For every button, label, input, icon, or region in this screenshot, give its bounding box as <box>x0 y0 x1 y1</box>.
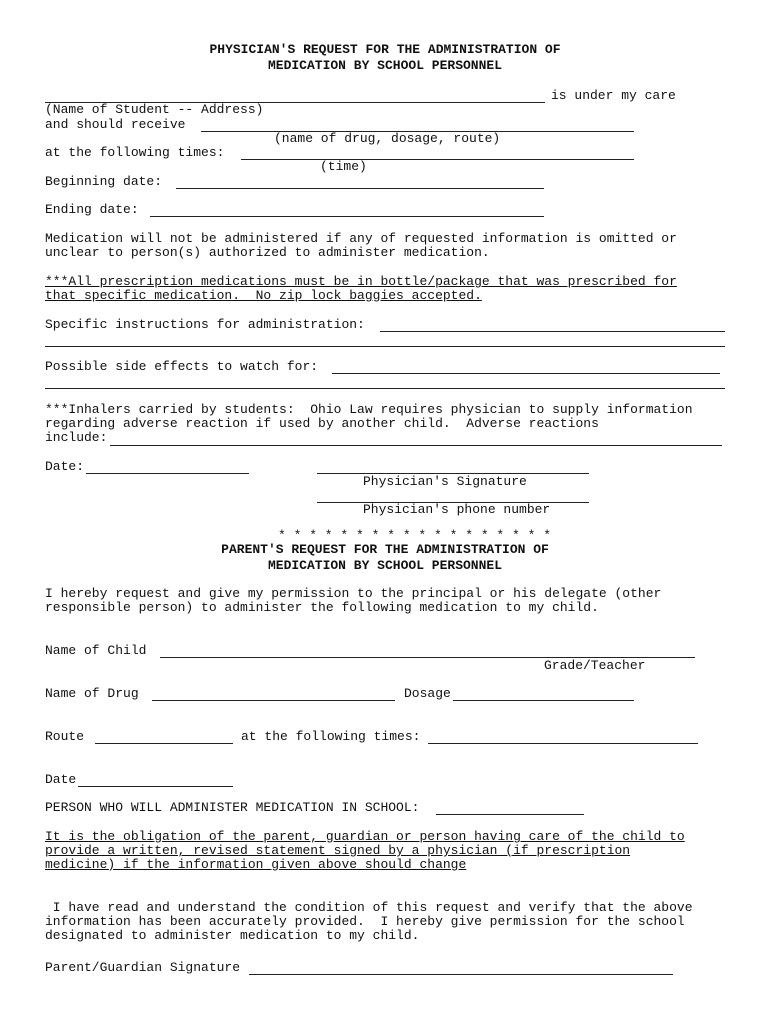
parent-date-label: Date <box>45 772 77 787</box>
omitted-notice-line1: Medication will not be administered if any of requested information is omitted or <box>45 231 677 246</box>
physician-title-line2: MEDICATION BY SCHOOL PERSONNEL <box>267 58 503 73</box>
under-care-text: is under my care <box>551 88 676 103</box>
specific-instructions-field-line2[interactable] <box>45 346 725 347</box>
parent-date-field[interactable] <box>78 786 233 787</box>
physician-date-field[interactable] <box>86 473 249 474</box>
specific-instructions-field[interactable] <box>380 331 725 332</box>
route-label: Route <box>45 729 85 744</box>
side-effects-field-line2[interactable] <box>45 388 725 389</box>
physician-phone-caption: Physician's phone number <box>363 502 551 517</box>
dosage-label: Dosage <box>404 686 451 701</box>
understand-line1: I have read and understand the condition of this request and verify that the above <box>45 900 693 915</box>
prescription-notice-line2: that specific medication. No zip lock baggies accepted. <box>45 288 482 303</box>
parent-title-line2: MEDICATION BY SCHOOL PERSONNEL <box>267 558 503 573</box>
name-of-drug-label: Name of Drug <box>45 686 139 701</box>
physician-title-line1: PHYSICIAN'S REQUEST FOR THE ADMINISTRATION OF <box>209 42 561 57</box>
understand-line2: information has been accurately provided. I hereby give permission for the school <box>45 914 685 929</box>
omitted-notice-line2: unclear to person(s) authorized to administer medication. <box>45 245 490 260</box>
should-receive-label: and should receive <box>45 117 186 132</box>
physician-signature-caption: Physician's Signature <box>363 474 527 489</box>
ending-date-field[interactable] <box>150 216 544 217</box>
parent-title-line1: PARENT'S REQUEST FOR THE ADMINISTRATION OF <box>221 542 549 557</box>
name-of-drug-field[interactable] <box>152 700 395 701</box>
side-effects-label: Possible side effects to watch for: <box>45 359 319 374</box>
guardian-signature-label: Parent/Guardian Signature <box>45 960 241 975</box>
grade-teacher-caption: Grade/Teacher <box>544 658 646 673</box>
time-caption: (time) <box>320 159 367 174</box>
parent-following-times-label: at the following times: <box>241 729 421 744</box>
parent-request-line1: I hereby request and give my permission to the principal or his delegate (other <box>45 586 662 601</box>
section-separator: * * * * * * * * * * * * * * * * * * <box>278 528 552 543</box>
guardian-signature-field[interactable] <box>249 974 673 975</box>
prescription-notice-line1: ***All prescription medications must be in bottle/package that was prescribed for <box>45 274 677 289</box>
following-times-label: at the following times: <box>45 145 225 160</box>
beginning-date-label: Beginning date: <box>45 174 163 189</box>
name-of-child-label: Name of Child <box>45 643 147 658</box>
drug-caption: (name of drug, dosage, route) <box>274 131 501 146</box>
side-effects-field[interactable] <box>332 373 720 374</box>
inhaler-notice-line2: regarding adverse reaction if used by another child. Adverse reactions <box>45 416 599 431</box>
adverse-reactions-field[interactable] <box>110 445 722 446</box>
obligation-line2: provide a written, revised statement signed by a physician (if prescription <box>45 843 631 858</box>
parent-times-field[interactable] <box>428 743 698 744</box>
dosage-field[interactable] <box>453 700 634 701</box>
inhaler-notice-line3: include: <box>45 430 108 445</box>
parent-request-line2: responsible person) to administer the following medication to my child. <box>45 600 599 615</box>
person-administer-label: PERSON WHO WILL ADMINISTER MEDICATION IN SCHOOL: <box>45 800 420 815</box>
person-administer-field[interactable] <box>436 814 584 815</box>
specific-instructions-label: Specific instructions for administration: <box>45 317 365 332</box>
physician-date-label: Date: <box>45 459 85 474</box>
obligation-line3: medicine) if the information given above should change <box>45 857 467 872</box>
times-field[interactable] <box>241 159 634 160</box>
beginning-date-field[interactable] <box>176 188 544 189</box>
understand-line3: designated to administer medication to my child. <box>45 928 420 943</box>
route-field[interactable] <box>95 743 233 744</box>
obligation-line1: It is the obligation of the parent, guardian or person having care of the child to <box>45 829 685 844</box>
inhaler-notice-line1: ***Inhalers carried by students: Ohio Law requires physician to supply information <box>45 402 693 417</box>
ending-date-label: Ending date: <box>45 202 139 217</box>
student-caption: (Name of Student -- Address) <box>45 102 264 117</box>
